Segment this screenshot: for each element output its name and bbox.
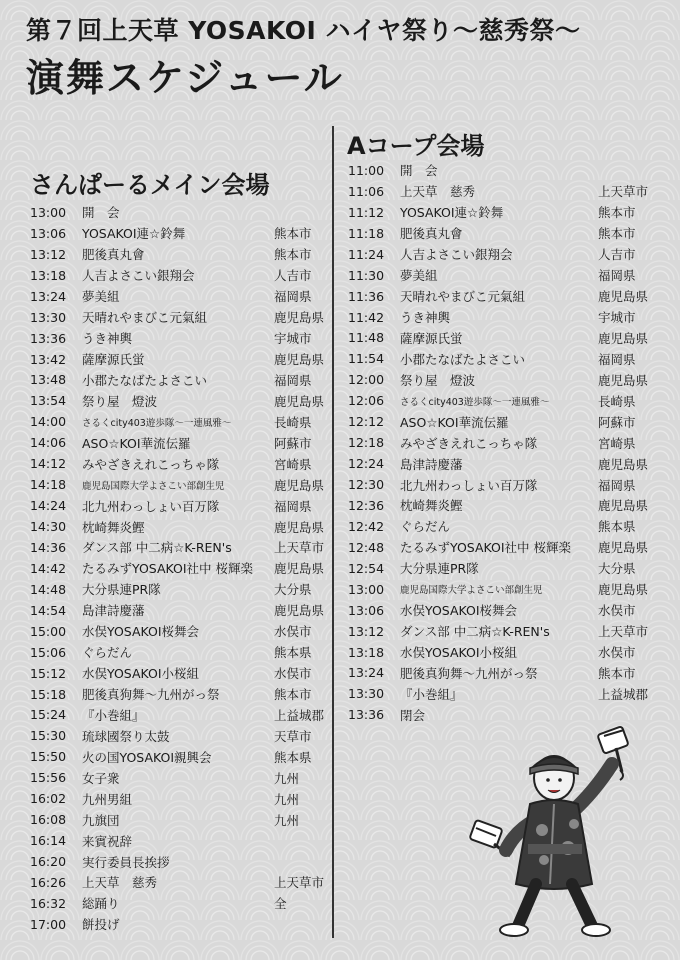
performance-time: 16:14 xyxy=(30,833,67,849)
team-location: 福岡県 xyxy=(598,351,636,367)
team-location: 福岡県 xyxy=(598,268,636,284)
team-name: さるくcity403遊歩隊〜一連風雅〜 xyxy=(400,396,550,408)
performance-time: 13:18 xyxy=(30,267,67,283)
team-name: 枕崎舞炎鰹 xyxy=(400,498,463,514)
schedule-row xyxy=(30,788,330,809)
column-divider xyxy=(332,126,334,938)
schedule-row xyxy=(348,411,658,432)
team-location: 鹿児島県 xyxy=(598,498,649,514)
schedule-row xyxy=(30,474,330,495)
performance-time: 13:24 xyxy=(348,665,385,681)
schedule-row xyxy=(30,537,330,558)
schedule-row xyxy=(348,369,658,390)
team-name: 肥後真丸會 xyxy=(82,247,145,263)
schedule-row xyxy=(348,579,658,600)
team-location: 熊本市 xyxy=(274,687,312,703)
schedule-row xyxy=(30,453,330,474)
schedule-row xyxy=(30,390,330,411)
performance-time: 15:24 xyxy=(30,707,67,723)
team-location: 人吉市 xyxy=(274,268,312,284)
performance-time: 13:30 xyxy=(30,309,67,325)
team-location: 鹿児島県 xyxy=(274,393,325,409)
team-location: 水俣市 xyxy=(274,624,312,640)
performance-time: 16:20 xyxy=(30,854,67,870)
team-location: 熊本県 xyxy=(274,645,312,661)
team-name: 開 会 xyxy=(400,163,438,179)
schedule-row xyxy=(30,893,330,914)
schedule-row xyxy=(348,537,658,558)
performance-time: 13:06 xyxy=(348,602,385,618)
team-location: 熊本県 xyxy=(598,519,636,535)
schedule-row xyxy=(30,349,330,370)
schedule-row xyxy=(30,516,330,537)
performance-time: 13:36 xyxy=(348,707,385,723)
dancer-illustration xyxy=(464,720,644,945)
team-location: 水俣市 xyxy=(598,603,636,619)
team-location: 熊本市 xyxy=(274,247,312,263)
schedule-row xyxy=(30,286,330,307)
performance-time: 15:50 xyxy=(30,749,67,765)
event-title: 第７回上天草 YOSAKOI ハイヤ祭り〜慈秀祭〜 xyxy=(26,16,581,45)
team-name: YOSAKOI連☆鈴舞 xyxy=(400,205,504,221)
team-location: 熊本県 xyxy=(274,749,312,765)
schedule-row xyxy=(348,328,658,349)
schedule-row xyxy=(30,370,330,391)
team-location: 阿蘇市 xyxy=(274,435,312,451)
schedule-row xyxy=(348,558,658,579)
schedule-row xyxy=(30,663,330,684)
team-location: 福岡県 xyxy=(274,498,312,514)
schedule-row xyxy=(348,474,658,495)
schedule-row xyxy=(30,809,330,830)
performance-time: 11:48 xyxy=(348,330,385,346)
venue-title-sanpaaru: さんぱーるメイン会場 xyxy=(30,171,270,199)
schedule-row xyxy=(30,328,330,349)
performance-time: 14:24 xyxy=(30,498,67,514)
team-name: 『小巻組』 xyxy=(400,686,463,702)
team-name: 大分県連PR隊 xyxy=(82,582,161,598)
team-name: 実行委員長挨拶 xyxy=(82,854,170,870)
performance-time: 15:06 xyxy=(30,644,67,660)
team-location: 全 xyxy=(274,896,287,912)
performance-time: 14:06 xyxy=(30,435,67,451)
team-location: 鹿児島県 xyxy=(598,372,649,388)
schedule-row xyxy=(348,160,658,181)
team-location: 熊本市 xyxy=(598,665,636,681)
team-name: ぐらだん xyxy=(82,645,133,661)
team-name: ダンス部 中二病☆K-REN's xyxy=(82,540,232,556)
team-location: 人吉市 xyxy=(598,247,636,263)
performance-time: 14:00 xyxy=(30,414,67,430)
team-location: 上天草市 xyxy=(274,540,325,556)
schedule-row xyxy=(30,307,330,328)
schedule-row xyxy=(348,223,658,244)
team-name: たるみずYOSAKOI社中 桜輝楽 xyxy=(400,540,572,556)
team-name: 夢美組 xyxy=(400,268,438,284)
team-name: ぐらだん xyxy=(400,519,451,535)
performance-time: 11:18 xyxy=(348,225,385,241)
team-location: 上天草市 xyxy=(598,184,649,200)
performance-time: 12:48 xyxy=(348,539,385,555)
schedule-row xyxy=(348,663,658,684)
team-location: 大分県 xyxy=(274,582,312,598)
team-location: 鹿児島県 xyxy=(274,561,325,577)
schedule-row xyxy=(348,244,658,265)
team-name: 天晴れやまびこ元氣組 xyxy=(82,310,208,326)
schedule-row xyxy=(30,223,330,244)
team-location: 上益城郡 xyxy=(274,707,325,723)
team-location: 九州 xyxy=(274,812,300,828)
team-location: 水俣市 xyxy=(598,645,636,661)
schedule-row xyxy=(30,767,330,788)
schedule-row xyxy=(30,684,330,705)
schedule-row xyxy=(30,265,330,286)
team-location: 鹿児島県 xyxy=(274,310,325,326)
performance-time: 11:00 xyxy=(348,162,385,178)
performance-time: 14:36 xyxy=(30,539,67,555)
schedule-row xyxy=(348,453,658,474)
performance-time: 12:18 xyxy=(348,435,385,451)
schedule-row xyxy=(348,390,658,411)
team-name: 小郡たなばたよさこい xyxy=(400,351,526,367)
team-name: 小郡たなばたよさこい xyxy=(82,372,208,388)
performance-time: 13:30 xyxy=(348,686,385,702)
team-name: うき神輿 xyxy=(82,331,133,347)
team-location: 大分県 xyxy=(598,561,636,577)
performance-time: 13:12 xyxy=(30,246,67,262)
schedule-list-sanpaaru xyxy=(30,202,330,935)
schedule-row xyxy=(30,872,330,893)
team-name: 島津詩慶藩 xyxy=(400,456,463,472)
team-name: 開 会 xyxy=(82,205,120,221)
performance-time: 13:18 xyxy=(348,644,385,660)
schedule-row xyxy=(348,286,658,307)
team-location: 鹿児島県 xyxy=(598,330,649,346)
team-name: 祭り屋 燈波 xyxy=(82,393,158,409)
team-name: YOSAKOI連☆鈴舞 xyxy=(82,226,186,242)
performance-time: 13:42 xyxy=(30,351,67,367)
team-name: 総踊り xyxy=(82,896,120,912)
team-name: 水俣YOSAKOI桜舞会 xyxy=(82,624,200,640)
performance-time: 11:36 xyxy=(348,288,385,304)
schedule-row xyxy=(30,244,330,265)
performance-time: 11:06 xyxy=(348,183,385,199)
performance-time: 14:48 xyxy=(30,581,67,597)
team-name: 女子衆 xyxy=(82,770,120,786)
schedule-row xyxy=(30,579,330,600)
team-name: 北九州わっしょい百万隊 xyxy=(82,498,220,514)
team-location: 上天草市 xyxy=(274,875,325,891)
team-name: 天晴れやまびこ元氣組 xyxy=(400,289,526,305)
performance-time: 11:24 xyxy=(348,246,385,262)
schedule-row xyxy=(30,851,330,872)
performance-time: 15:56 xyxy=(30,770,67,786)
schedule-list-acoop xyxy=(348,160,658,725)
performance-time: 13:12 xyxy=(348,623,385,639)
schedule-row xyxy=(348,307,658,328)
schedule-row xyxy=(30,411,330,432)
performance-time: 15:30 xyxy=(30,728,67,744)
team-name: 上天草 慈秀 xyxy=(82,875,158,891)
performance-time: 14:54 xyxy=(30,602,67,618)
team-location: 鹿児島県 xyxy=(274,477,325,493)
team-location: 鹿児島県 xyxy=(598,540,649,556)
team-location: 九州 xyxy=(274,791,300,807)
performance-time: 11:12 xyxy=(348,204,385,220)
team-location: 鹿児島県 xyxy=(598,582,649,598)
team-name: 人吉よさこい銀翔会 xyxy=(400,247,513,263)
team-name: 火の国YOSAKOI親興会 xyxy=(82,749,212,765)
team-name: 餅投げ xyxy=(82,917,120,933)
schedule-row xyxy=(30,642,330,663)
performance-time: 12:36 xyxy=(348,497,385,513)
schedule-row xyxy=(348,621,658,642)
schedule-row xyxy=(30,558,330,579)
performance-time: 12:00 xyxy=(348,372,385,388)
team-name: 水俣YOSAKOI桜舞会 xyxy=(400,603,518,619)
schedule-row xyxy=(348,265,658,286)
team-name: 肥後真狗舞〜九州がっ祭 xyxy=(400,665,538,681)
team-name: 琉球國祭り太鼓 xyxy=(82,728,170,744)
team-location: 長崎県 xyxy=(274,414,312,430)
performance-time: 13:00 xyxy=(30,204,67,220)
team-name: 鹿児島国際大学よさこい部創生児 xyxy=(400,585,543,597)
performance-time: 14:30 xyxy=(30,519,67,535)
team-location: 鹿児島県 xyxy=(598,456,649,472)
team-name: 『小巻組』 xyxy=(82,707,145,723)
team-name: 北九州わっしょい百万隊 xyxy=(400,477,538,493)
team-name: 薩摩源氏蛍 xyxy=(400,330,463,346)
team-name: みやざきえれこっちゃ隊 xyxy=(82,456,220,472)
performance-time: 17:00 xyxy=(30,916,67,932)
performance-time: 11:30 xyxy=(348,267,385,283)
schedule-row xyxy=(30,600,330,621)
team-location: 宇城市 xyxy=(598,310,636,326)
team-name: 水俣YOSAKOI小桜組 xyxy=(400,645,518,661)
team-name: ダンス部 中二病☆K-REN's xyxy=(400,624,550,640)
team-name: 鹿児島国際大学よさこい部創生児 xyxy=(82,480,225,492)
team-name: さるくcity403遊歩隊〜一連風雅〜 xyxy=(82,417,232,429)
performance-time: 13:36 xyxy=(30,330,67,346)
team-name: 九州男組 xyxy=(82,791,133,807)
team-location: 鹿児島県 xyxy=(274,603,325,619)
performance-time: 12:12 xyxy=(348,414,385,430)
schedule-row xyxy=(348,181,658,202)
team-location: 水俣市 xyxy=(274,666,312,682)
schedule-row xyxy=(348,348,658,369)
team-location: 福岡県 xyxy=(598,477,636,493)
performance-time: 14:18 xyxy=(30,477,67,493)
team-location: 九州 xyxy=(274,770,300,786)
team-name: 枕崎舞炎鰹 xyxy=(82,519,145,535)
team-name: 夢美組 xyxy=(82,289,120,305)
team-name: 上天草 慈秀 xyxy=(400,184,476,200)
performance-time: 14:12 xyxy=(30,456,67,472)
performance-time: 15:00 xyxy=(30,623,67,639)
team-location: 天草市 xyxy=(274,728,312,744)
team-name: 祭り屋 燈波 xyxy=(400,372,476,388)
team-name: うき神輿 xyxy=(400,310,451,326)
schedule-row xyxy=(348,202,658,223)
team-location: 上天草市 xyxy=(598,624,649,640)
team-location: 福岡県 xyxy=(274,289,312,305)
performance-time: 12:06 xyxy=(348,393,385,409)
performance-time: 13:48 xyxy=(30,372,67,388)
performance-time: 13:54 xyxy=(30,393,67,409)
team-name: 肥後真狗舞〜九州がっ祭 xyxy=(82,687,220,703)
team-name: 肥後真丸會 xyxy=(400,226,463,242)
performance-time: 13:06 xyxy=(30,225,67,241)
team-name: ASO☆KOI華流伝羅 xyxy=(400,414,509,430)
performance-time: 16:26 xyxy=(30,874,67,890)
schedule-row xyxy=(30,746,330,767)
team-name: 水俣YOSAKOI小桜組 xyxy=(82,666,200,682)
schedule-row xyxy=(30,830,330,851)
schedule-row xyxy=(30,914,330,935)
schedule-row xyxy=(348,642,658,663)
team-name: 九旗団 xyxy=(82,812,120,828)
performance-time: 11:54 xyxy=(348,351,385,367)
performance-time: 16:32 xyxy=(30,895,67,911)
schedule-title: 演舞スケジュール xyxy=(26,56,344,100)
schedule-row xyxy=(30,705,330,726)
team-location: 熊本市 xyxy=(274,226,312,242)
team-name: たるみずYOSAKOI社中 桜輝楽 xyxy=(82,561,254,577)
team-name: 大分県連PR隊 xyxy=(400,561,479,577)
schedule-row xyxy=(348,516,658,537)
performance-time: 12:24 xyxy=(348,456,385,472)
team-name: ASO☆KOI華流伝羅 xyxy=(82,435,191,451)
team-location: 福岡県 xyxy=(274,372,312,388)
schedule-row xyxy=(30,621,330,642)
schedule-row xyxy=(348,600,658,621)
team-location: 鹿児島県 xyxy=(274,352,325,368)
performance-time: 13:00 xyxy=(348,581,385,597)
schedule-row xyxy=(348,495,658,516)
team-location: 宇城市 xyxy=(274,331,312,347)
schedule-row xyxy=(30,202,330,223)
team-location: 熊本市 xyxy=(598,205,636,221)
team-location: 熊本市 xyxy=(598,226,636,242)
performance-time: 11:42 xyxy=(348,309,385,325)
performance-time: 12:42 xyxy=(348,518,385,534)
team-name: 人吉よさこい銀翔会 xyxy=(82,268,195,284)
performance-time: 16:02 xyxy=(30,791,67,807)
team-name: 来賓祝辞 xyxy=(82,833,133,849)
schedule-row xyxy=(348,683,658,704)
team-location: 上益城郡 xyxy=(598,686,649,702)
performance-time: 12:54 xyxy=(348,560,385,576)
team-location: 長崎県 xyxy=(598,393,636,409)
team-location: 宮崎県 xyxy=(598,435,636,451)
performance-time: 16:08 xyxy=(30,812,67,828)
schedule-row xyxy=(348,432,658,453)
team-name: 閉会 xyxy=(400,707,426,723)
performance-time: 15:12 xyxy=(30,665,67,681)
poster-header xyxy=(26,14,666,104)
venue-title-acoop: Aコープ会場 xyxy=(347,132,485,160)
schedule-row xyxy=(30,495,330,516)
schedule-row xyxy=(30,725,330,746)
team-name: 島津詩慶藩 xyxy=(82,603,145,619)
team-location: 鹿児島県 xyxy=(274,519,325,535)
team-location: 宮崎県 xyxy=(274,456,312,472)
performance-time: 14:42 xyxy=(30,560,67,576)
performance-time: 15:18 xyxy=(30,686,67,702)
schedule-row xyxy=(30,432,330,453)
team-location: 鹿児島県 xyxy=(598,289,649,305)
team-name: みやざきえれこっちゃ隊 xyxy=(400,435,538,451)
team-name: 薩摩源氏蛍 xyxy=(82,352,145,368)
performance-time: 12:30 xyxy=(348,477,385,493)
team-location: 阿蘇市 xyxy=(598,414,636,430)
performance-time: 13:24 xyxy=(30,288,67,304)
